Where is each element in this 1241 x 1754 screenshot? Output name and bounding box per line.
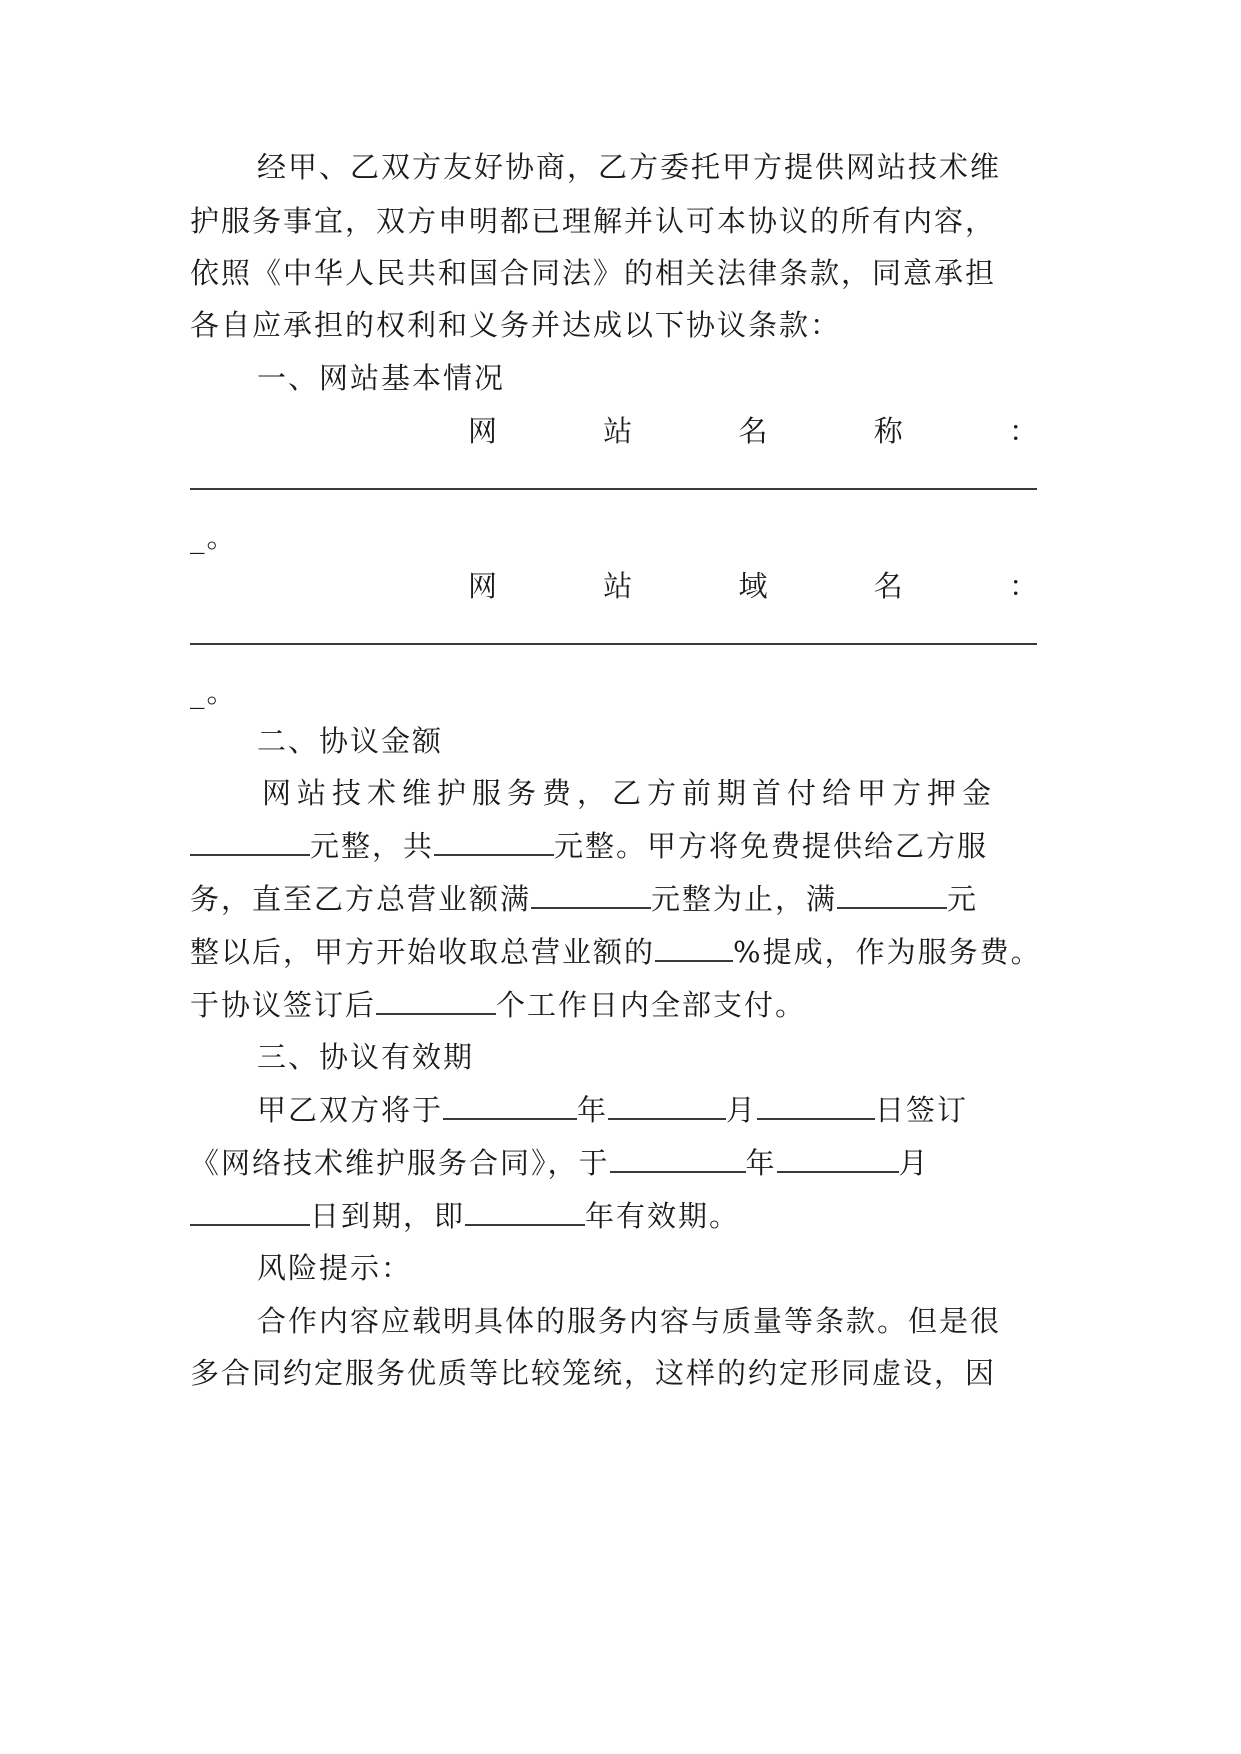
website-name-char-1: 网 xyxy=(468,414,498,448)
revenue-threshold-blank xyxy=(531,881,651,909)
section3-line-3 xyxy=(190,1196,1050,1236)
website-name-blank xyxy=(190,488,1037,490)
section2-line-1: 网站技术维护服务费，乙方前期首付给甲方押金 xyxy=(262,776,998,810)
section2-text: 元 xyxy=(947,882,979,916)
sign-day-blank xyxy=(757,1092,875,1120)
section2-line-5 xyxy=(190,985,1050,1025)
section2-text: 元整为止，满 xyxy=(651,882,838,916)
revenue-threshold-blank-2 xyxy=(837,881,947,909)
section2-line-3 xyxy=(190,879,1050,919)
intro-line-4: 各自应承担的权利和义务并达成以下协议条款： xyxy=(190,308,842,342)
website-domain-char-2: 站 xyxy=(603,569,633,603)
website-domain-end: _。 xyxy=(190,675,238,709)
section2-line-4 xyxy=(190,932,1050,972)
website-name-label xyxy=(468,411,1038,451)
intro-line-2: 护服务事宜，双方申明都已理解并认可本协议的所有内容， xyxy=(190,204,997,238)
expire-year-blank xyxy=(610,1145,746,1173)
risk-line-1: 合作内容应载明具体的服务内容与质量等条款。但是很 xyxy=(257,1304,1002,1338)
website-domain-char-1: 网 xyxy=(468,569,498,603)
section3-text: 日到期，即 xyxy=(310,1199,466,1233)
sign-year-blank xyxy=(443,1092,577,1120)
section3-line-1 xyxy=(257,1090,1117,1130)
website-domain-label xyxy=(468,566,1038,606)
section3-heading: 三、协议有效期 xyxy=(257,1040,475,1074)
section2-text: 元整。甲方将免费提供给乙方服 xyxy=(554,829,989,863)
validity-years-blank xyxy=(465,1198,585,1226)
intro-line-3: 依照《中华人民共和国合同法》的相关法律条款，同意承担 xyxy=(190,256,997,290)
website-domain-colon: ： xyxy=(1008,569,1038,603)
website-domain-char-4: 名 xyxy=(873,569,903,603)
section3-text: 《网络技术维护服务合同》，于 xyxy=(190,1146,610,1180)
section2-text: 元整，共 xyxy=(310,829,435,863)
deposit-blank xyxy=(190,828,310,856)
payment-days-blank xyxy=(376,987,496,1015)
section2-line-2 xyxy=(190,826,1050,866)
website-name-char-3: 名 xyxy=(738,414,768,448)
section3-text: 月 xyxy=(898,1146,930,1180)
section1-heading: 一、网站基本情况 xyxy=(257,361,506,395)
section2-text: 个工作日内全部支付。 xyxy=(496,988,807,1022)
section2-heading: 二、协议金额 xyxy=(257,724,444,758)
total-blank xyxy=(434,828,554,856)
sign-month-blank xyxy=(608,1092,726,1120)
website-name-char-2: 站 xyxy=(603,414,633,448)
website-domain-blank xyxy=(190,643,1037,645)
section2-text: %提成，作为服务费。 xyxy=(733,935,1042,969)
website-name-colon: ： xyxy=(1008,414,1038,448)
section3-text: 日签订 xyxy=(875,1093,969,1127)
section3-text: 年有效期。 xyxy=(585,1199,741,1233)
section3-text: 月 xyxy=(726,1093,758,1127)
website-name-char-4: 称 xyxy=(873,414,903,448)
risk-heading: 风险提示： xyxy=(257,1251,413,1285)
section2-text: 整以后，甲方开始收取总营业额的 xyxy=(190,935,656,969)
commission-percent-blank xyxy=(655,934,733,962)
website-name-end: _。 xyxy=(190,520,238,554)
section3-text: 年 xyxy=(745,1146,777,1180)
expire-month-blank xyxy=(777,1145,899,1173)
expire-day-blank xyxy=(190,1198,310,1226)
website-domain-char-3: 域 xyxy=(738,569,768,603)
intro-line-1: 经甲、乙双方友好协商，乙方委托甲方提供网站技术维 xyxy=(257,150,1002,184)
section2-text: 务，直至乙方总营业额满 xyxy=(190,882,532,916)
section2-text: 于协议签订后 xyxy=(190,988,377,1022)
section3-text: 甲乙双方将于 xyxy=(257,1093,444,1127)
section3-line-2 xyxy=(190,1143,1050,1183)
section3-text: 年 xyxy=(577,1093,609,1127)
risk-line-2: 多合同约定服务优质等比较笼统，这样的约定形同虚设，因 xyxy=(190,1356,997,1390)
